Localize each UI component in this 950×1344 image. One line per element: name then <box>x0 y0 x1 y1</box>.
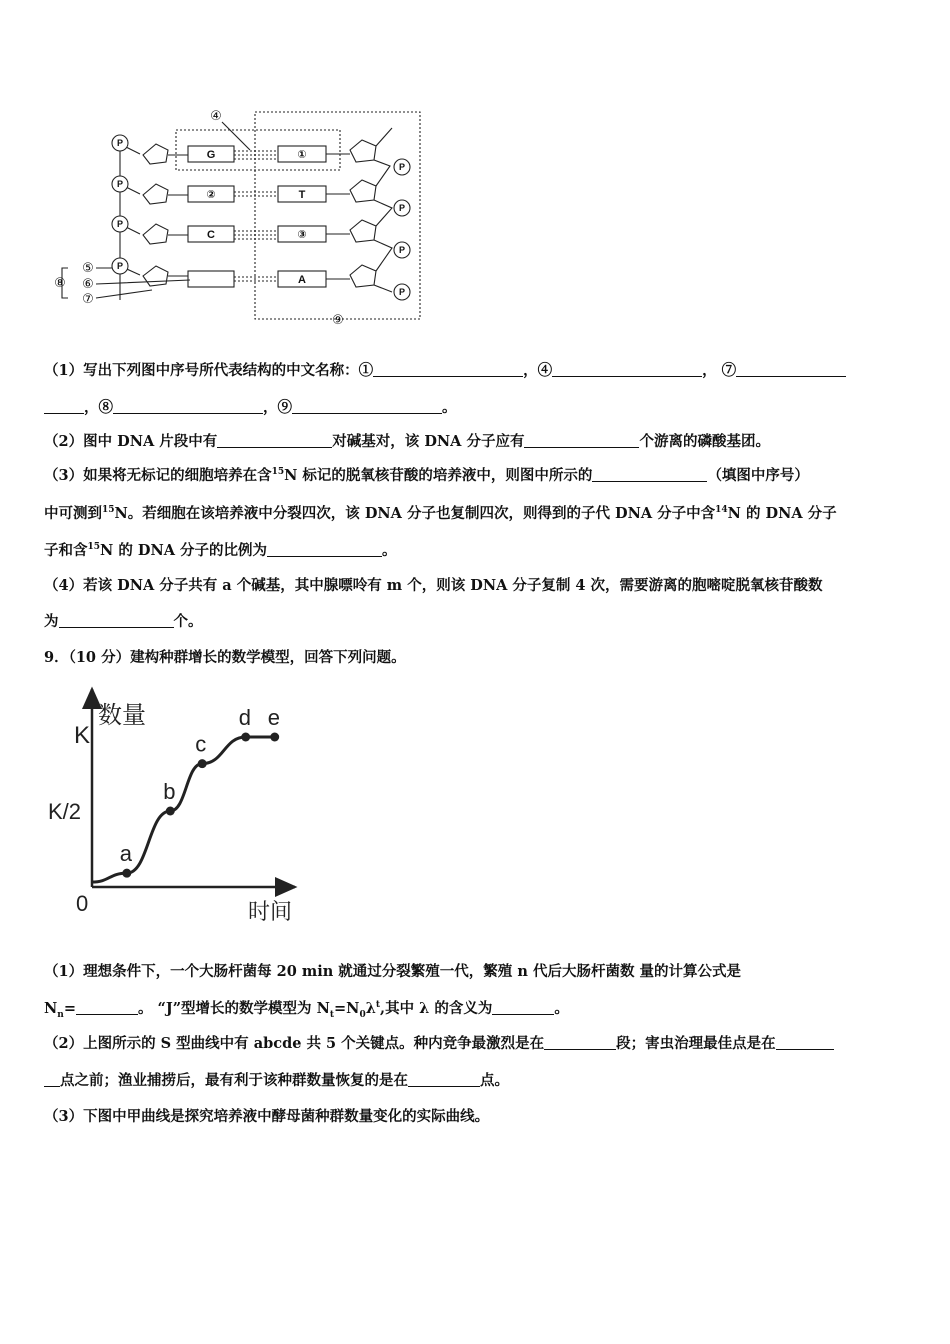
left-base-label: G <box>206 149 216 161</box>
s-curve-chart <box>40 675 310 930</box>
nucleotide-pair-box <box>176 130 340 170</box>
curve-point-label-a: a <box>119 841 133 867</box>
k-tick-label: K <box>74 722 91 749</box>
curve-point-label-d: d <box>238 705 251 730</box>
answer-blank[interactable] <box>217 433 332 448</box>
label-6: ⑥ <box>82 276 94 291</box>
curve-point-label-c: c <box>195 731 207 757</box>
curve-point-label-b: b <box>163 779 176 804</box>
label-5: ⑤ <box>82 260 94 275</box>
q8-part3-line1: （3）如果将无标记的细胞培养在含$^{15}$N 标记的脱氧核苷酸的培养液中，则图中所示的 （填图中序号） <box>44 467 809 484</box>
left-base-label: ② <box>206 189 216 201</box>
y-axis-label: 数量 <box>98 702 146 729</box>
phosphate-label: P <box>116 219 124 229</box>
q9-part1-line1: （1）理想条件下，一个大肠杆菌每 20 min 就通过分裂繁殖一代，繁殖 n 代后大肠杆菌数 量的计算公式是 <box>44 963 741 980</box>
phosphate-label: P <box>398 287 406 297</box>
q8-part4-line2: 为 个。 <box>44 613 203 630</box>
answer-blank[interactable] <box>592 467 707 482</box>
answer-blank[interactable] <box>373 362 523 377</box>
phosphate-right <box>394 159 410 300</box>
phosphate-label: P <box>398 162 406 172</box>
label-7: ⑦ <box>82 291 94 306</box>
answer-blank[interactable] <box>544 1035 616 1050</box>
right-base-label: T <box>298 189 306 201</box>
q8-part1-line2: ，⑧ ，⑨ 。 <box>44 398 457 418</box>
q9-title: 9．（10 分）建构种群增长的数学模型，回答下列问题。 <box>44 649 406 666</box>
right-base-label: ① <box>297 149 307 161</box>
q8-part3-line2: 中可测到$^{15}$N。若细胞在该培养液中分裂四次，该 DNA 分子也复制四次，则得到的子代 DNA 分子中含$^{14}$N 的 DNA 分子 <box>44 505 837 522</box>
curve-point-c <box>198 759 207 768</box>
k-half-tick-label: K/2 <box>48 799 82 824</box>
q8-part2: （2）图中 DNA 片段中有 对碱基对，该 DNA 分子应有 个游离的磷酸基团。 <box>44 433 770 450</box>
left-base-label: C <box>207 229 215 241</box>
curve-point-e <box>270 733 279 742</box>
phosphate-label: P <box>398 245 406 255</box>
x-axis-label: 时间 <box>248 899 293 924</box>
origin-label: 0 <box>76 891 89 916</box>
answer-blank[interactable] <box>44 399 84 414</box>
q8-part1-line1: （1）写出下列图中序号所代表结构的中文名称：① ，④ ， ⑦ <box>44 361 846 381</box>
curve-point-label-e: e <box>267 705 280 730</box>
answer-blank[interactable] <box>59 613 174 628</box>
answer-blank[interactable] <box>113 399 263 414</box>
right-base-label: A <box>298 274 306 286</box>
answer-blank[interactable] <box>492 1000 554 1015</box>
label-9: ⑨ <box>332 312 344 327</box>
answer-blank[interactable] <box>736 362 846 377</box>
curve-point-d <box>241 733 250 742</box>
curve-point-a <box>122 869 131 878</box>
phosphate-label: P <box>116 179 124 189</box>
right-base-label: ③ <box>297 229 307 241</box>
answer-blank[interactable] <box>76 1000 138 1015</box>
answer-blank[interactable] <box>552 362 702 377</box>
q9-part2-line1: （2）上图所示的 S 型曲线中有 abcde 共 5 个关键点。种内竞争最激烈是在 段；害虫治理最佳点是在 <box>44 1034 834 1054</box>
label-4: ④ <box>210 108 222 123</box>
q9-part1-line2: $N_n=$ 。 “J”型增长的数学模型为 $N_t=N_0\lambda^t$,其中 λ 的含义为 。 <box>44 1000 569 1020</box>
label-8: ⑧ <box>54 275 66 290</box>
answer-blank[interactable] <box>292 399 442 414</box>
answer-blank[interactable] <box>267 542 382 557</box>
phosphate-label: P <box>398 203 406 213</box>
q9-part2-line2: 点之前；渔业捕捞后，最有利于该种群数量恢复的是在 点。 <box>44 1071 509 1091</box>
curve-point-b <box>166 807 175 816</box>
answer-blank[interactable] <box>524 433 639 448</box>
q8-part3-line3: 子和含$^{15}$N 的 DNA 分子的比例为 。 <box>44 542 397 559</box>
q8-part4-line1: （4）若该 DNA 分子共有 a 个碱基，其中腺嘌呤有 m 个，则该 DNA 分子复制 4 次，需要游离的胞嘧啶脱氧核苷酸数 <box>44 577 823 594</box>
answer-blank[interactable] <box>408 1072 480 1087</box>
q9-part3: （3）下图中甲曲线是探究培养液中酵母菌种群数量变化的实际曲线。 <box>44 1108 490 1125</box>
dna-diagram <box>40 100 440 332</box>
answer-blank[interactable] <box>44 1072 60 1087</box>
phosphate-label: P <box>116 261 124 271</box>
answer-blank[interactable] <box>776 1035 834 1050</box>
phosphate-label: P <box>116 138 124 148</box>
